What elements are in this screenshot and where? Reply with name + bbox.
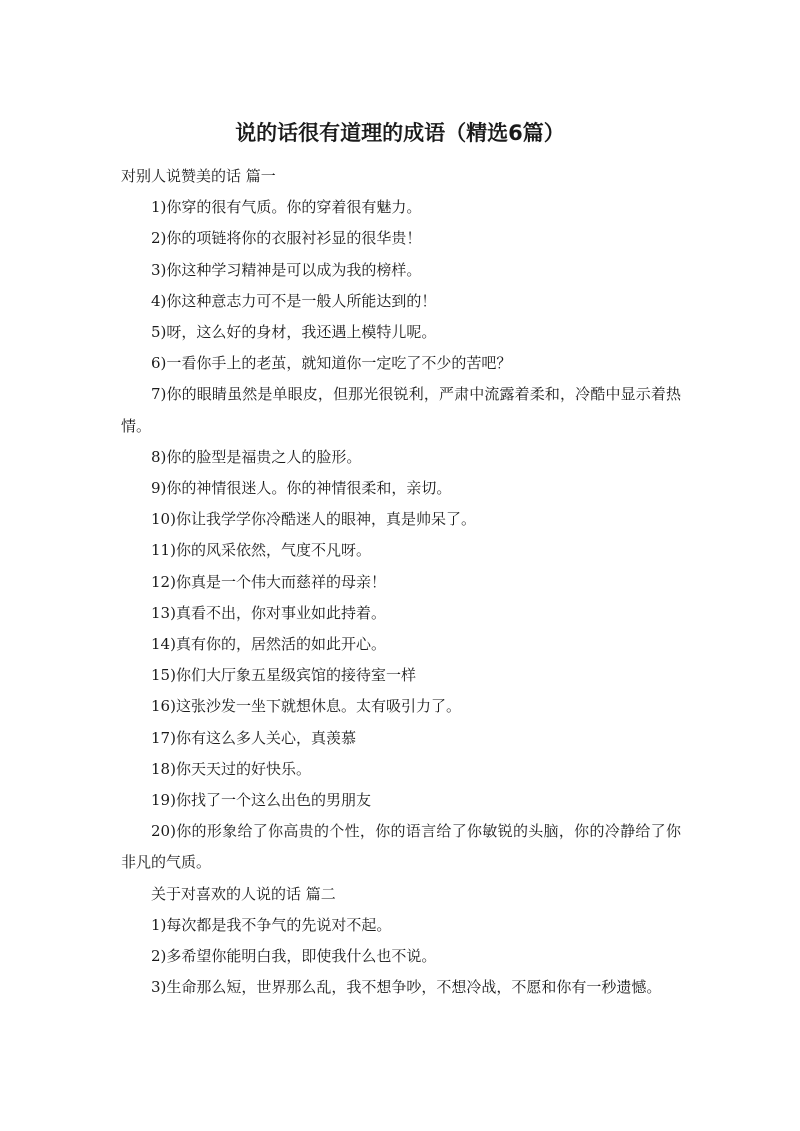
list-item: 7)你的眼睛虽然是单眼皮，但那光很锐利，严肃中流露着柔和，冷酷中显示着热情。 (121, 385, 681, 435)
list-item: 2)多希望你能明白我，即使我什么也不说。 (151, 947, 437, 966)
list-item: 20)你的形象给了你高贵的个性，你的语言给了你敏锐的头脑，你的冷静给了你非凡的气质。 (121, 822, 681, 872)
list-item: 15)你们大厅象五星级宾馆的接待室一样 (151, 666, 416, 685)
list-item: 11)你的风采依然，气度不凡呀。 (151, 541, 371, 560)
list-item: 1)每次都是我不争气的先说对不起。 (151, 915, 392, 934)
section-heading-2: 关于对喜欢的人说的话 篇二 (151, 884, 336, 903)
list-item: 19)你找了一个这么出色的男朋友 (151, 791, 371, 810)
list-item: 3)你这种学习精神是可以成为我的榜样。 (151, 260, 422, 279)
list-item: 5)呀，这么好的身材，我还遇上模特儿呢。 (151, 323, 437, 342)
list-item: 8)你的脸型是福贵之人的脸形。 (151, 447, 362, 466)
list-item: 13)真看不出，你对事业如此持着。 (151, 603, 386, 622)
list-item: 10)你让我学学你冷酷迷人的眼神，真是帅呆了。 (151, 510, 476, 529)
list-item: 12)你真是一个伟大而慈祥的母亲！ (151, 572, 386, 591)
list-item: 3)生命那么短，世界那么乱，我不想争吵，不想冷战，不愿和你有一秒遗憾。 (151, 978, 662, 997)
document-title: 说的话很有道理的成语（精选6篇） (235, 121, 565, 145)
document-body (121, 161, 681, 1003)
list-item: 2)你的项链将你的衣服衬衫显的很华贵！ (151, 229, 422, 248)
list-item: 16)这张沙发一坐下就想休息。太有吸引力了。 (151, 697, 461, 716)
list-item: 6)一看你手上的老茧，就知道你一定吃了不少的苦吧？ (151, 354, 512, 373)
list-item: 4)你这种意志力可不是一般人所能达到的！ (151, 291, 437, 310)
list-item: 18)你天天过的好快乐。 (151, 759, 311, 778)
list-item: 17)你有这么多人关心，真羡慕 (151, 728, 356, 747)
list-item: 9)你的神情很迷人。你的神情很柔和，亲切。 (151, 479, 452, 498)
list-item: 1)你穿的很有气质。你的穿着很有魅力。 (151, 198, 422, 217)
section-heading-1: 对别人说赞美的话 篇一 (121, 167, 276, 185)
list-item: 14)真有你的，居然活的如此开心。 (151, 635, 386, 654)
